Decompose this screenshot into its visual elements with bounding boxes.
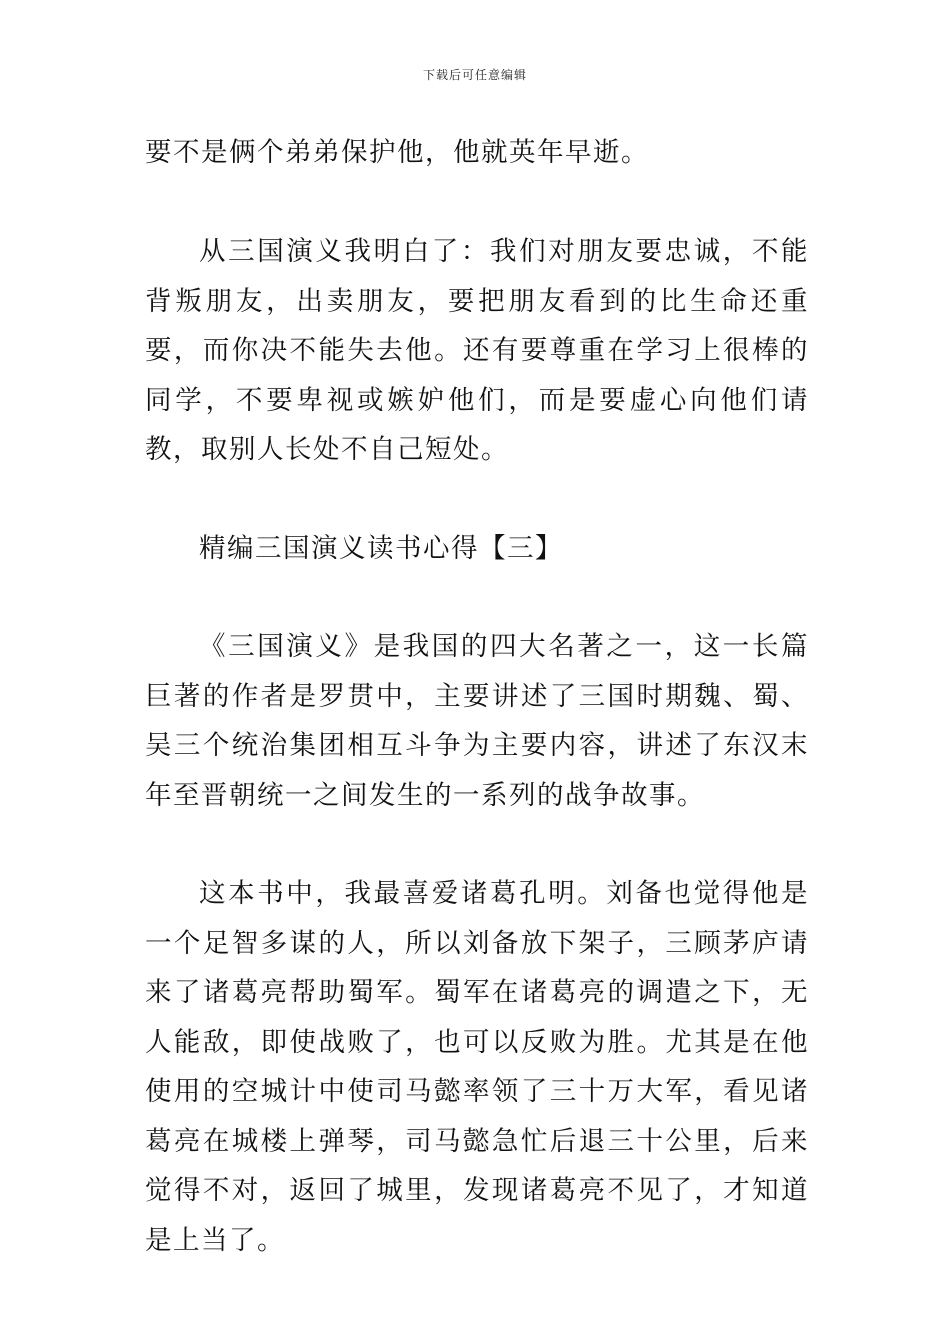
paragraph-intro: 《三国演义》是我国的四大名著之一，这一长篇巨著的作者是罗贯中，主要讲述了三国时期魏、蜀、吴三个统治集团相互斗争为主要内容，讲述了东汉末年至晋朝统一之间发生的一系列的战争故事。 bbox=[145, 631, 809, 811]
paragraph-continuation: 要不是俩个弟弟保护他，他就英年早逝。 bbox=[145, 137, 649, 168]
page-header-note: 下载后可任意编辑 bbox=[422, 68, 527, 82]
paragraph-zhuge-liang: 这本书中，我最喜爱诸葛孔明。刘备也觉得他是一个足智多谋的人，所以刘备放下架子，三顾茅庐请来了诸葛亮帮助蜀军。蜀军在诸葛亮的调遣之下，无人能敌，即使战败了，也可以反败为胜。尤其是在他使用的空城计中使司马懿率领了三十万大军，看见诸葛亮在城楼上弹琴，司马懿急忙后退三十公里，后来觉得不对，返回了城里，发现诸葛亮不见了，才知道是上当了。 bbox=[145, 878, 809, 1256]
paragraph-lesson: 从三国演义我明白了：我们对朋友要忠诚，不能背叛朋友，出卖朋友，要把朋友看到的比生命还重要，而你决不能失去他。还有要尊重在学习上很棒的同学，不要卑视或嫉妒他们，而是要虚心向他们请教，取别人长处不自己短处。 bbox=[145, 236, 809, 465]
section-heading: 精编三国演义读书心得【三】 bbox=[199, 533, 563, 564]
